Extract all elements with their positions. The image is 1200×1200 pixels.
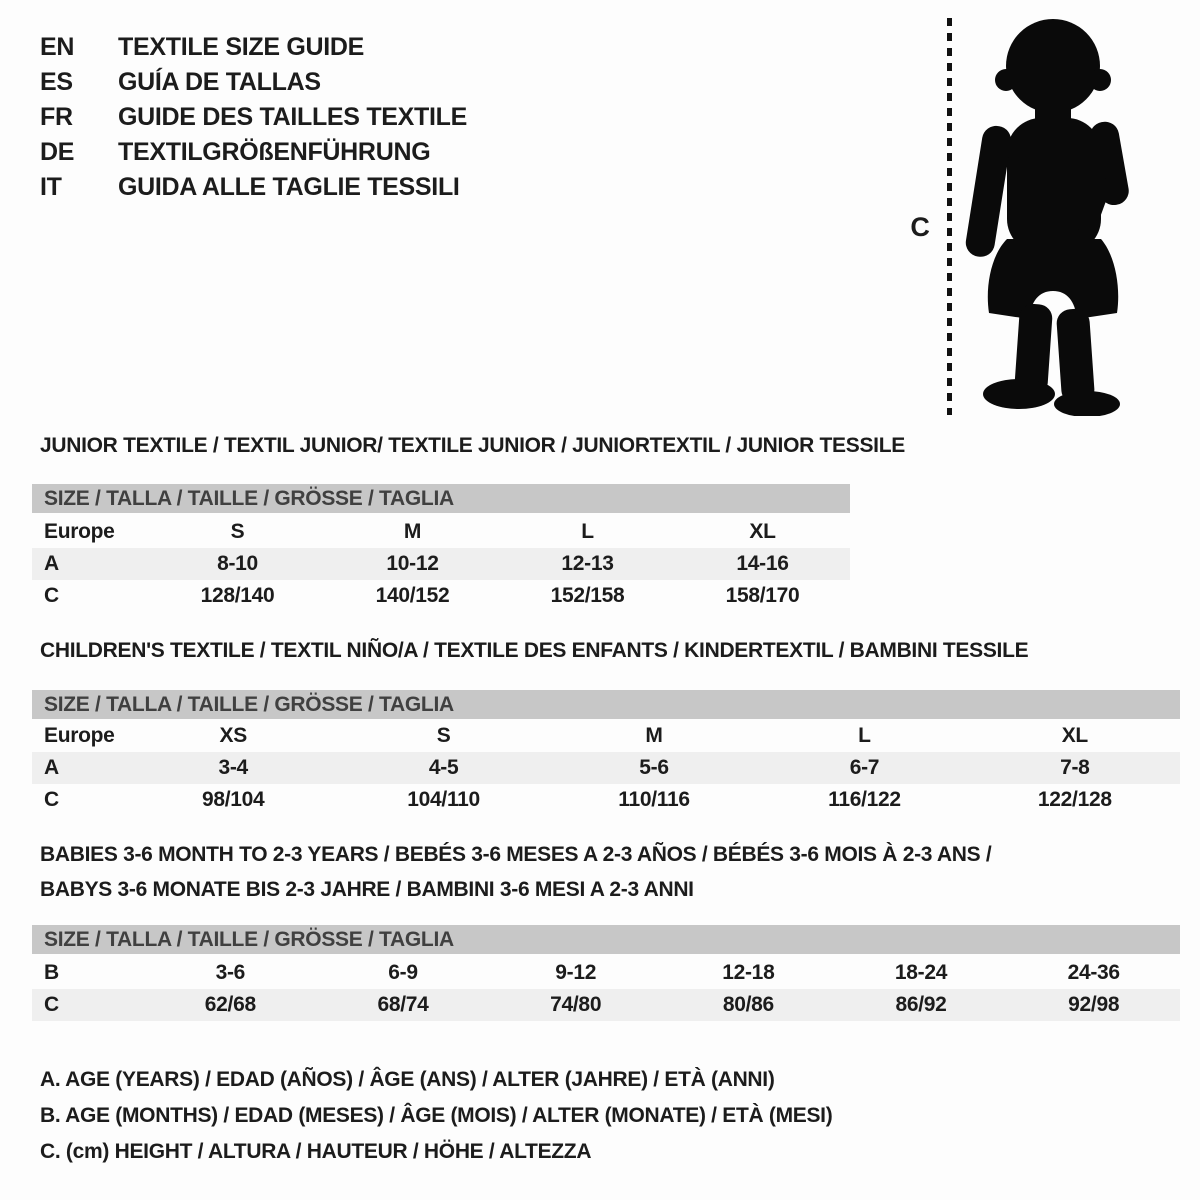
guide-title-fr: GUIDE DES TAILLES TEXTILE	[118, 103, 468, 131]
junior-row-europe	[32, 516, 850, 548]
row-label: B	[44, 961, 59, 984]
footnote-height-cm: C. (cm) HEIGHT / ALTURA / HAUTEUR / HÖHE / ALTEZZA	[40, 1140, 592, 1163]
height-value: 116/122	[828, 788, 901, 811]
row-label: A	[44, 756, 59, 779]
age-value: 8-10	[217, 552, 258, 575]
size-value: S	[436, 724, 451, 747]
height-value: 80/86	[722, 993, 774, 1016]
children-row-europe	[32, 720, 1180, 752]
guide-title-es: GUÍA DE TALLAS	[118, 68, 321, 96]
age-value: 10-12	[386, 552, 439, 575]
row-label: A	[44, 552, 59, 575]
language-row-it	[40, 170, 467, 205]
children-section-title: CHILDREN'S TEXTILE / TEXTIL NIÑO/A / TEXTILE DES ENFANTS / KINDERTEXTIL / BAMBINI TESSILE	[40, 639, 1029, 662]
height-dashed-line	[947, 18, 952, 415]
language-code: EN	[40, 33, 75, 61]
height-value: 140/152	[375, 584, 450, 607]
footnote-age-months: B. AGE (MONTHS) / EDAD (MESES) / ÂGE (MOIS) / ALTER (MONATE) / ETÀ (MESI)	[40, 1104, 833, 1127]
babies-size-header: SIZE / TALLA / TAILLE / GRÖSSE / TAGLIA	[32, 925, 1180, 954]
age-value: 3-4	[218, 756, 248, 779]
junior-row-height	[32, 580, 850, 612]
guide-title-it: GUIDA ALLE TAGLIE TESSILI	[118, 173, 460, 201]
language-code: DE	[40, 138, 75, 166]
height-value: 86/92	[895, 993, 947, 1016]
guide-title-en: TEXTILE SIZE GUIDE	[118, 33, 365, 61]
row-label: C	[44, 993, 59, 1016]
language-row-de	[40, 135, 467, 170]
guide-title-de: TEXTILGRÖßENFÜHRUNG	[118, 138, 431, 166]
months-value: 3-6	[215, 961, 246, 984]
height-value: 110/116	[618, 788, 690, 811]
size-value: XL	[1061, 724, 1088, 747]
junior-row-age	[32, 548, 850, 580]
babies-row-months	[32, 957, 1180, 989]
babies-row-height	[32, 989, 1180, 1021]
months-value: 24-36	[1067, 961, 1120, 984]
junior-section-title: JUNIOR TEXTILE / TEXTIL JUNIOR/ TEXTILE JUNIOR / JUNIORTEXTIL / JUNIOR TESSILE	[40, 434, 905, 457]
height-measure-label: C	[910, 212, 930, 242]
row-label: Europe	[44, 520, 115, 543]
months-value: 18-24	[894, 961, 948, 984]
height-value: 152/158	[550, 584, 625, 607]
height-value: 68/74	[377, 993, 429, 1016]
height-value: 98/104	[201, 788, 265, 811]
size-value: XL	[749, 520, 776, 543]
age-value: 14-16	[736, 552, 789, 575]
footnote-age-years: A. AGE (YEARS) / EDAD (AÑOS) / ÂGE (ANS) / ALTER (JAHRE) / ETÀ (ANNI)	[40, 1068, 775, 1091]
months-value: 6-9	[388, 961, 418, 984]
language-row-en	[40, 30, 467, 65]
height-value: 158/170	[725, 584, 800, 607]
language-code: FR	[40, 103, 73, 131]
row-label: C	[44, 788, 59, 811]
language-code: IT	[40, 173, 62, 201]
children-row-height	[32, 784, 1180, 816]
age-value: 12-13	[561, 552, 614, 575]
height-value: 74/80	[550, 993, 602, 1016]
height-value: 122/128	[1037, 788, 1112, 811]
language-row-fr	[40, 100, 467, 135]
junior-size-header: SIZE / TALLA / TAILLE / GRÖSSE / TAGLIA	[32, 484, 850, 513]
height-value: 128/140	[200, 584, 275, 607]
height-value: 62/68	[204, 993, 256, 1016]
row-label: Europe	[44, 724, 115, 747]
language-header	[40, 30, 467, 205]
children-size-header: SIZE / TALLA / TAILLE / GRÖSSE / TAGLIA	[32, 690, 1180, 719]
age-value: 4-5	[428, 756, 459, 779]
toddler-silhouette-icon	[965, 14, 1137, 416]
months-value: 9-12	[555, 961, 597, 984]
height-value: 92/98	[1068, 993, 1120, 1016]
size-value: XS	[219, 724, 247, 747]
months-value: 12-18	[722, 961, 775, 984]
age-value: 6-7	[849, 756, 880, 779]
children-row-age	[32, 752, 1180, 784]
size-value: S	[230, 520, 245, 543]
language-code: ES	[40, 68, 73, 96]
row-label: C	[44, 584, 59, 607]
language-row-es	[40, 65, 467, 100]
size-value: L	[858, 724, 871, 747]
age-value: 5-6	[639, 756, 669, 779]
height-value: 104/110	[407, 788, 480, 811]
size-value: L	[581, 520, 594, 543]
age-value: 7-8	[1060, 756, 1090, 779]
size-value: M	[403, 520, 422, 543]
babies-section-title-line1: BABIES 3-6 MONTH TO 2-3 YEARS / BEBÉS 3-6 MESES A 2-3 AÑOS / BÉBÉS 3-6 MOIS À 2-3 ANS /	[40, 843, 992, 866]
babies-section-title-line2: BABYS 3-6 MONATE BIS 2-3 JAHRE / BAMBINI 3-6 MESI A 2-3 ANNI	[40, 878, 694, 901]
size-value: M	[645, 724, 663, 747]
